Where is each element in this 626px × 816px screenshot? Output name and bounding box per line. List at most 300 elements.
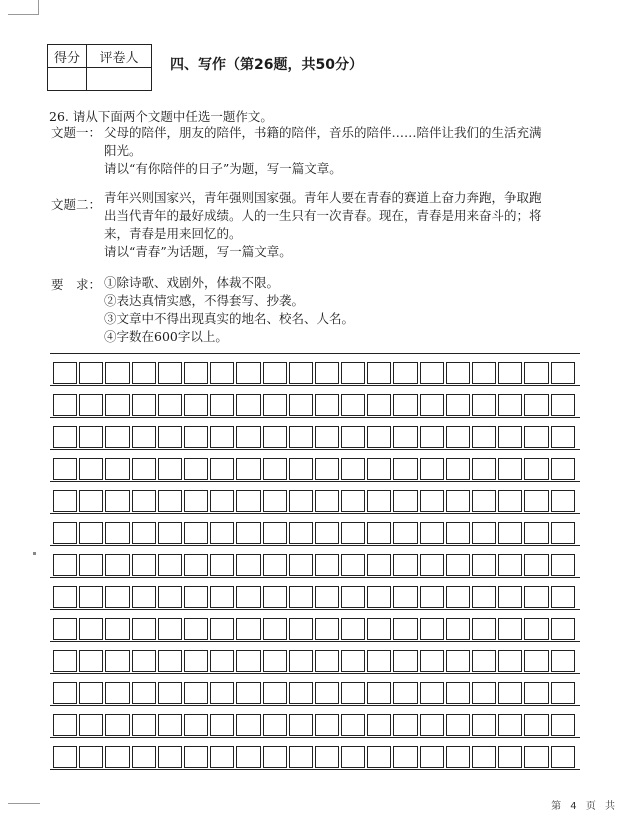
grid-cell[interactable] bbox=[393, 714, 417, 736]
grid-cell[interactable] bbox=[263, 554, 287, 576]
grid-cell[interactable] bbox=[184, 394, 208, 416]
grid-cell[interactable] bbox=[263, 714, 287, 736]
grid-cell[interactable] bbox=[289, 458, 313, 480]
grid-cell[interactable] bbox=[341, 650, 365, 672]
grid-cell[interactable] bbox=[53, 554, 77, 576]
grid-cell[interactable] bbox=[393, 426, 417, 448]
grid-cell[interactable] bbox=[53, 682, 77, 704]
grid-separator bbox=[50, 769, 580, 770]
grid-cell[interactable] bbox=[393, 746, 417, 768]
grid-cell[interactable] bbox=[498, 394, 522, 416]
grid-cell[interactable] bbox=[367, 426, 391, 448]
grid-cell[interactable] bbox=[105, 586, 129, 608]
grid-cell[interactable] bbox=[446, 490, 470, 512]
grid-cell[interactable] bbox=[236, 746, 260, 768]
grid-cell[interactable] bbox=[498, 682, 522, 704]
grid-cell[interactable] bbox=[105, 682, 129, 704]
grid-cell[interactable] bbox=[524, 714, 548, 736]
grid-cell[interactable] bbox=[184, 682, 208, 704]
grid-cell[interactable] bbox=[498, 586, 522, 608]
grid-cell[interactable] bbox=[289, 618, 313, 640]
grid-cell[interactable] bbox=[367, 746, 391, 768]
grid-cell[interactable] bbox=[472, 650, 496, 672]
grid-cell[interactable] bbox=[551, 714, 575, 736]
grid-cell[interactable] bbox=[289, 394, 313, 416]
grid-cell[interactable] bbox=[236, 426, 260, 448]
grid-cell[interactable] bbox=[236, 554, 260, 576]
grid-cell[interactable] bbox=[498, 490, 522, 512]
grid-cell[interactable] bbox=[210, 394, 234, 416]
grid-cell[interactable] bbox=[184, 458, 208, 480]
grid-cell[interactable] bbox=[393, 586, 417, 608]
grid-row bbox=[53, 746, 577, 768]
grid-cell[interactable] bbox=[210, 426, 234, 448]
topic1-instruction: 请以“有你陪伴的日子”为题，写一篇文章。 bbox=[104, 161, 342, 176]
grid-separator bbox=[50, 481, 580, 482]
grid-cell[interactable] bbox=[315, 586, 339, 608]
grid-cell[interactable] bbox=[132, 490, 156, 512]
grid-cell[interactable] bbox=[53, 650, 77, 672]
grid-cell[interactable] bbox=[524, 746, 548, 768]
grid-cell[interactable] bbox=[236, 458, 260, 480]
grid-cell[interactable] bbox=[105, 426, 129, 448]
grid-separator bbox=[50, 449, 580, 450]
grid-cell[interactable] bbox=[79, 682, 103, 704]
grid-cell[interactable] bbox=[472, 426, 496, 448]
grid-cell[interactable] bbox=[367, 490, 391, 512]
grid-cell[interactable] bbox=[289, 746, 313, 768]
grid-cell[interactable] bbox=[420, 458, 444, 480]
grid-cell[interactable] bbox=[289, 426, 313, 448]
grid-cell[interactable] bbox=[289, 490, 313, 512]
grid-cell[interactable] bbox=[132, 458, 156, 480]
grid-cell[interactable] bbox=[158, 714, 182, 736]
requirement-item: ②表达真情实感，不得套写、抄袭。 bbox=[104, 293, 305, 308]
grid-cell[interactable] bbox=[289, 522, 313, 544]
grid-cell[interactable] bbox=[132, 586, 156, 608]
requirement-item: ①除诗歌、戏剧外，体裁不限。 bbox=[104, 275, 280, 290]
grid-cell[interactable] bbox=[498, 650, 522, 672]
grid-cell[interactable] bbox=[420, 394, 444, 416]
grid-cell[interactable] bbox=[446, 426, 470, 448]
grid-cell[interactable] bbox=[446, 554, 470, 576]
requirement-item: ③文章中不得出现真实的地名、校名、人名。 bbox=[104, 311, 355, 326]
topic2-label: 文题二： bbox=[51, 197, 102, 212]
grid-cell[interactable] bbox=[132, 362, 156, 384]
grid-cell[interactable] bbox=[79, 426, 103, 448]
grid-cell[interactable] bbox=[236, 586, 260, 608]
grid-cell[interactable] bbox=[551, 490, 575, 512]
grid-cell[interactable] bbox=[184, 618, 208, 640]
grid-cell[interactable] bbox=[132, 650, 156, 672]
topic1-line: 父母的陪伴，朋友的陪伴，书籍的陪伴，音乐的陪伴……陪伴让我们的生活充满 bbox=[104, 125, 542, 140]
grid-cell[interactable] bbox=[551, 682, 575, 704]
grid-cell[interactable] bbox=[446, 618, 470, 640]
grid-row bbox=[53, 714, 577, 736]
grid-cell[interactable] bbox=[263, 650, 287, 672]
grid-cell[interactable] bbox=[420, 490, 444, 512]
grid-cell[interactable] bbox=[472, 554, 496, 576]
grid-cell[interactable] bbox=[551, 650, 575, 672]
grid-cell[interactable] bbox=[79, 490, 103, 512]
grid-cell[interactable] bbox=[315, 682, 339, 704]
grid-cell[interactable] bbox=[236, 490, 260, 512]
grid-cell[interactable] bbox=[524, 426, 548, 448]
grid-cell[interactable] bbox=[446, 458, 470, 480]
grid-cell[interactable] bbox=[315, 426, 339, 448]
grid-cell[interactable] bbox=[132, 618, 156, 640]
grid-cell[interactable] bbox=[524, 586, 548, 608]
grid-cell[interactable] bbox=[79, 458, 103, 480]
grid-cell[interactable] bbox=[53, 714, 77, 736]
grid-cell[interactable] bbox=[184, 586, 208, 608]
grid-cell[interactable] bbox=[263, 682, 287, 704]
grid-separator bbox=[50, 641, 580, 642]
grid-cell[interactable] bbox=[158, 554, 182, 576]
grid-cell[interactable] bbox=[236, 394, 260, 416]
grid-cell[interactable] bbox=[263, 586, 287, 608]
grid-cell[interactable] bbox=[472, 490, 496, 512]
grid-cell[interactable] bbox=[551, 458, 575, 480]
grid-cell[interactable] bbox=[420, 522, 444, 544]
grid-cell[interactable] bbox=[498, 618, 522, 640]
grid-cell[interactable] bbox=[524, 458, 548, 480]
grid-row bbox=[53, 458, 577, 480]
grid-cell[interactable] bbox=[446, 682, 470, 704]
grid-cell[interactable] bbox=[132, 714, 156, 736]
grid-cell[interactable] bbox=[524, 362, 548, 384]
grid-cell[interactable] bbox=[420, 554, 444, 576]
grid-cell[interactable] bbox=[341, 394, 365, 416]
grid-cell[interactable] bbox=[53, 586, 77, 608]
grid-cell[interactable] bbox=[210, 746, 234, 768]
section-title: 四、写作（第26题，共50分） bbox=[170, 57, 363, 73]
grid-cell[interactable] bbox=[210, 458, 234, 480]
grid-cell[interactable] bbox=[551, 618, 575, 640]
grid-cell[interactable] bbox=[367, 586, 391, 608]
grid-cell[interactable] bbox=[315, 362, 339, 384]
grid-cell[interactable] bbox=[79, 650, 103, 672]
grid-cell[interactable] bbox=[210, 618, 234, 640]
grid-cell[interactable] bbox=[393, 650, 417, 672]
grid-cell[interactable] bbox=[184, 554, 208, 576]
topic2-line: 青年兴则国家兴，青年强则国家强。青年人要在青春的赛道上奋力奔跑，争取跑 bbox=[104, 190, 542, 205]
page-corner-mark bbox=[8, 803, 40, 816]
topic1-line: 阳光。 bbox=[104, 143, 142, 158]
grid-row bbox=[53, 554, 577, 576]
grid-cell[interactable] bbox=[158, 746, 182, 768]
grid-cell[interactable] bbox=[236, 714, 260, 736]
grid-cell[interactable] bbox=[472, 618, 496, 640]
grid-cell[interactable] bbox=[524, 522, 548, 544]
grid-cell[interactable] bbox=[341, 426, 365, 448]
grid-cell[interactable] bbox=[210, 490, 234, 512]
grid-separator bbox=[50, 353, 580, 354]
grid-cell[interactable] bbox=[498, 714, 522, 736]
grid-cell[interactable] bbox=[498, 554, 522, 576]
grid-cell[interactable] bbox=[393, 682, 417, 704]
grid-cell[interactable] bbox=[367, 554, 391, 576]
grid-cell[interactable] bbox=[551, 746, 575, 768]
grid-cell[interactable] bbox=[132, 554, 156, 576]
grid-cell[interactable] bbox=[315, 458, 339, 480]
grid-cell[interactable] bbox=[498, 458, 522, 480]
grid-row bbox=[53, 522, 577, 544]
grid-cell[interactable] bbox=[158, 362, 182, 384]
grid-cell[interactable] bbox=[53, 522, 77, 544]
grid-cell[interactable] bbox=[551, 522, 575, 544]
grid-cell[interactable] bbox=[315, 554, 339, 576]
requirement-item: ④字数在600字以上。 bbox=[104, 329, 228, 344]
grid-cell[interactable] bbox=[315, 714, 339, 736]
grid-cell[interactable] bbox=[315, 650, 339, 672]
grid-cell[interactable] bbox=[263, 394, 287, 416]
grid-cell[interactable] bbox=[393, 490, 417, 512]
grid-cell[interactable] bbox=[420, 714, 444, 736]
grid-cell[interactable] bbox=[236, 522, 260, 544]
grid-cell[interactable] bbox=[420, 618, 444, 640]
grid-separator bbox=[50, 705, 580, 706]
grid-cell[interactable] bbox=[367, 618, 391, 640]
grid-cell[interactable] bbox=[184, 362, 208, 384]
grid-cell[interactable] bbox=[498, 522, 522, 544]
grid-cell[interactable] bbox=[472, 522, 496, 544]
grid-cell[interactable] bbox=[420, 362, 444, 384]
grid-cell[interactable] bbox=[472, 682, 496, 704]
grid-cell[interactable] bbox=[184, 522, 208, 544]
grid-cell[interactable] bbox=[53, 394, 77, 416]
grid-cell[interactable] bbox=[524, 618, 548, 640]
grid-cell[interactable] bbox=[446, 394, 470, 416]
grid-cell[interactable] bbox=[420, 586, 444, 608]
grid-row bbox=[53, 682, 577, 704]
grid-cell[interactable] bbox=[263, 746, 287, 768]
grid-cell[interactable] bbox=[420, 682, 444, 704]
grid-cell[interactable] bbox=[210, 682, 234, 704]
grid-cell[interactable] bbox=[524, 682, 548, 704]
grid-cell[interactable] bbox=[158, 394, 182, 416]
grid-cell[interactable] bbox=[79, 394, 103, 416]
topic2-instruction: 请以“青春”为话题，写一篇文章。 bbox=[104, 244, 292, 259]
grid-cell[interactable] bbox=[210, 650, 234, 672]
grid-cell[interactable] bbox=[524, 394, 548, 416]
grid-cell[interactable] bbox=[341, 458, 365, 480]
grid-cell[interactable] bbox=[263, 362, 287, 384]
grid-row bbox=[53, 394, 577, 416]
grid-row bbox=[53, 362, 577, 384]
grid-cell[interactable] bbox=[498, 746, 522, 768]
grid-cell[interactable] bbox=[551, 394, 575, 416]
question-stem: 26. 请从下面两个文题中任选一题作文。 bbox=[49, 109, 273, 124]
grid-cell[interactable] bbox=[158, 586, 182, 608]
grid-cell[interactable] bbox=[551, 426, 575, 448]
grid-cell[interactable] bbox=[79, 586, 103, 608]
grid-cell[interactable] bbox=[158, 650, 182, 672]
grid-cell[interactable] bbox=[236, 618, 260, 640]
grid-cell[interactable] bbox=[341, 618, 365, 640]
grid-cell[interactable] bbox=[472, 586, 496, 608]
grid-cell[interactable] bbox=[524, 554, 548, 576]
grid-cell[interactable] bbox=[105, 618, 129, 640]
grid-cell[interactable] bbox=[184, 746, 208, 768]
grid-cell[interactable] bbox=[105, 650, 129, 672]
grid-cell[interactable] bbox=[236, 362, 260, 384]
grid-cell[interactable] bbox=[315, 746, 339, 768]
grid-cell[interactable] bbox=[551, 554, 575, 576]
grid-cell[interactable] bbox=[472, 362, 496, 384]
grid-separator bbox=[50, 513, 580, 514]
grid-cell[interactable] bbox=[289, 362, 313, 384]
grid-cell[interactable] bbox=[420, 746, 444, 768]
grid-cell[interactable] bbox=[263, 490, 287, 512]
grid-cell[interactable] bbox=[105, 714, 129, 736]
topic1-label: 文题一： bbox=[51, 125, 102, 140]
grid-cell[interactable] bbox=[524, 490, 548, 512]
grid-cell[interactable] bbox=[472, 458, 496, 480]
grid-cell[interactable] bbox=[105, 490, 129, 512]
grid-cell[interactable] bbox=[79, 746, 103, 768]
grid-cell[interactable] bbox=[551, 586, 575, 608]
grid-cell[interactable] bbox=[393, 362, 417, 384]
grid-cell[interactable] bbox=[315, 394, 339, 416]
grid-cell[interactable] bbox=[393, 394, 417, 416]
grid-cell[interactable] bbox=[315, 490, 339, 512]
grid-cell[interactable] bbox=[158, 426, 182, 448]
grid-cell[interactable] bbox=[79, 362, 103, 384]
grid-cell[interactable] bbox=[446, 650, 470, 672]
grid-cell[interactable] bbox=[393, 554, 417, 576]
grid-separator bbox=[50, 609, 580, 610]
grid-cell[interactable] bbox=[289, 682, 313, 704]
grid-separator bbox=[50, 577, 580, 578]
grid-cell[interactable] bbox=[472, 394, 496, 416]
grader-label: 评卷人 bbox=[87, 45, 152, 68]
grid-cell[interactable] bbox=[498, 426, 522, 448]
grid-cell[interactable] bbox=[341, 490, 365, 512]
grid-cell[interactable] bbox=[132, 426, 156, 448]
grid-cell[interactable] bbox=[524, 650, 548, 672]
grid-cell[interactable] bbox=[446, 746, 470, 768]
grid-cell[interactable] bbox=[289, 554, 313, 576]
grid-cell[interactable] bbox=[341, 714, 365, 736]
grid-cell[interactable] bbox=[158, 618, 182, 640]
grid-cell[interactable] bbox=[472, 714, 496, 736]
grid-row bbox=[53, 586, 577, 608]
grid-separator bbox=[50, 385, 580, 386]
grid-cell[interactable] bbox=[289, 714, 313, 736]
grid-cell[interactable] bbox=[184, 490, 208, 512]
grid-cell[interactable] bbox=[53, 618, 77, 640]
grid-cell[interactable] bbox=[446, 522, 470, 544]
grid-cell[interactable] bbox=[236, 682, 260, 704]
grid-cell[interactable] bbox=[184, 650, 208, 672]
grid-cell[interactable] bbox=[263, 458, 287, 480]
grid-cell[interactable] bbox=[393, 458, 417, 480]
grid-cell[interactable] bbox=[341, 522, 365, 544]
grid-cell[interactable] bbox=[184, 714, 208, 736]
grid-cell[interactable] bbox=[210, 586, 234, 608]
grid-cell[interactable] bbox=[420, 650, 444, 672]
grid-cell[interactable] bbox=[79, 554, 103, 576]
grid-cell[interactable] bbox=[420, 426, 444, 448]
grid-cell[interactable] bbox=[393, 522, 417, 544]
grid-cell[interactable] bbox=[341, 682, 365, 704]
grid-cell[interactable] bbox=[289, 650, 313, 672]
grid-cell[interactable] bbox=[79, 522, 103, 544]
grid-cell[interactable] bbox=[315, 618, 339, 640]
grid-cell[interactable] bbox=[367, 682, 391, 704]
grid-cell[interactable] bbox=[263, 618, 287, 640]
topic2-line: 出当代青年的最好成绩。人的一生只有一次青春。现在，青春是用来奋斗的；将 bbox=[104, 208, 542, 223]
grid-cell[interactable] bbox=[367, 714, 391, 736]
grid-cell[interactable] bbox=[341, 746, 365, 768]
grid-cell[interactable] bbox=[158, 458, 182, 480]
grid-row bbox=[53, 490, 577, 512]
grid-cell[interactable] bbox=[53, 362, 77, 384]
grid-cell[interactable] bbox=[315, 522, 339, 544]
grid-cell[interactable] bbox=[263, 522, 287, 544]
grid-cell[interactable] bbox=[132, 746, 156, 768]
grid-cell[interactable] bbox=[132, 682, 156, 704]
grid-cell[interactable] bbox=[341, 554, 365, 576]
grid-cell[interactable] bbox=[105, 458, 129, 480]
grid-cell[interactable] bbox=[105, 554, 129, 576]
grid-cell[interactable] bbox=[446, 586, 470, 608]
grid-cell[interactable] bbox=[367, 394, 391, 416]
grid-cell[interactable] bbox=[236, 650, 260, 672]
grid-cell[interactable] bbox=[79, 618, 103, 640]
grid-cell[interactable] bbox=[289, 586, 313, 608]
grid-cell[interactable] bbox=[367, 458, 391, 480]
grid-cell[interactable] bbox=[341, 362, 365, 384]
grid-cell[interactable] bbox=[210, 362, 234, 384]
grid-cell[interactable] bbox=[393, 618, 417, 640]
grid-cell[interactable] bbox=[105, 362, 129, 384]
grid-row bbox=[53, 426, 577, 448]
grid-cell[interactable] bbox=[498, 362, 522, 384]
grid-cell[interactable] bbox=[132, 394, 156, 416]
grid-cell[interactable] bbox=[158, 490, 182, 512]
grid-cell[interactable] bbox=[53, 490, 77, 512]
grid-cell[interactable] bbox=[446, 362, 470, 384]
grid-cell[interactable] bbox=[446, 714, 470, 736]
grid-cell[interactable] bbox=[367, 650, 391, 672]
grid-cell[interactable] bbox=[367, 362, 391, 384]
grid-cell[interactable] bbox=[158, 682, 182, 704]
grid-cell[interactable] bbox=[53, 458, 77, 480]
grid-cell[interactable] bbox=[158, 522, 182, 544]
grid-cell[interactable] bbox=[210, 554, 234, 576]
requirements-label: 要 求： bbox=[51, 277, 102, 292]
grid-cell[interactable] bbox=[263, 426, 287, 448]
grid-cell[interactable] bbox=[367, 522, 391, 544]
grid-cell[interactable] bbox=[341, 586, 365, 608]
grid-row bbox=[53, 650, 577, 672]
grid-cell[interactable] bbox=[551, 362, 575, 384]
grid-cell[interactable] bbox=[472, 746, 496, 768]
grid-cell[interactable] bbox=[105, 746, 129, 768]
page-footer: 第 4 页 共 bbox=[551, 801, 618, 812]
grid-cell[interactable] bbox=[210, 714, 234, 736]
grid-cell[interactable] bbox=[53, 426, 77, 448]
grid-cell[interactable] bbox=[132, 522, 156, 544]
grid-cell[interactable] bbox=[105, 522, 129, 544]
grid-cell[interactable] bbox=[105, 394, 129, 416]
grid-cell[interactable] bbox=[184, 426, 208, 448]
grid-cell[interactable] bbox=[53, 746, 77, 768]
grid-cell[interactable] bbox=[210, 522, 234, 544]
grid-cell[interactable] bbox=[79, 714, 103, 736]
